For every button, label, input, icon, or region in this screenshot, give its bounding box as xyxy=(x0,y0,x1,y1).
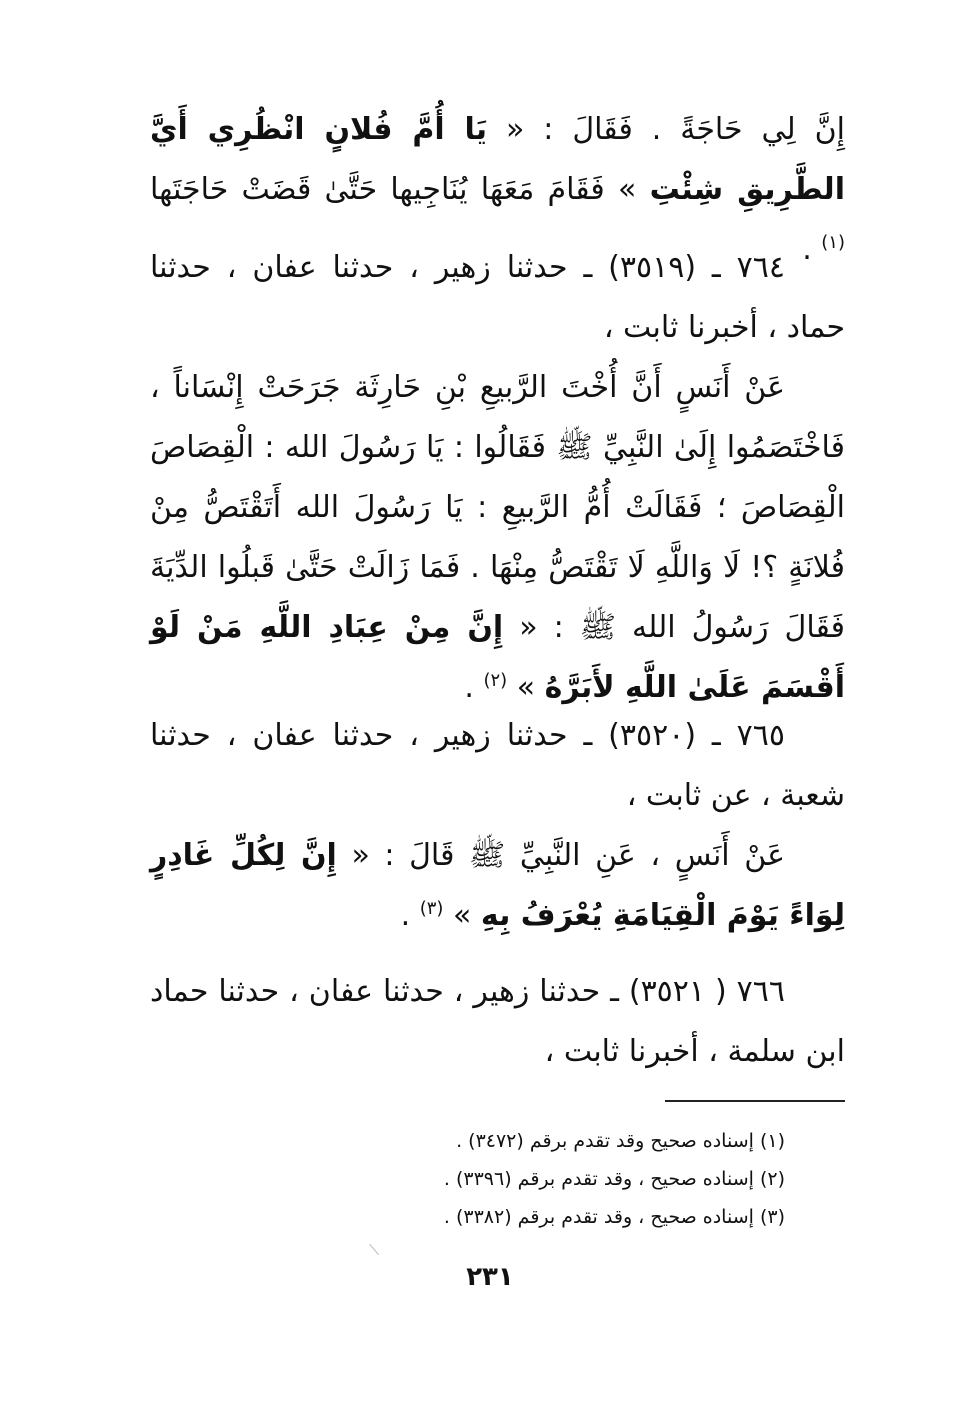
footnote-marker: (٣) xyxy=(419,898,444,919)
prophetic-saying: إِنَّ لِكُلِّ غَادِرٍ لِوَاءً يَوْمَ الْقِيَامَةِ يُعْرَفُ بِهِ xyxy=(150,838,845,933)
footnote-1: (١) إسناده صحيح وقد تقدم برقم (٣٤٧٢) . xyxy=(456,1130,785,1152)
page-number: ٢٣١ xyxy=(466,1262,514,1292)
footnote-separator xyxy=(665,1100,845,1102)
narration-text: » xyxy=(443,898,481,933)
scan-artifact xyxy=(369,1235,389,1255)
prophetic-saying: إِنَّ مِنْ عِبَادِ اللَّهِ مَنْ لَوْ أَقْسَمَ عَلَىٰ اللَّهِ لأَبَرَّهُ xyxy=(150,610,845,705)
isnad-text: ٧٦٦ ( ٣٥٢١) ـ حدثنا زهير ، حدثنا عفان ، حدثنا حماد ابن سلمة ، أخبرنا ثابت ، xyxy=(150,974,845,1069)
footnote-marker: (٢) xyxy=(483,670,508,691)
narration-text: إِنَّ لِي حَاجَةً . فَقَالَ : « xyxy=(487,112,846,147)
footnote-2: (٢) إسناده صحيح ، وقد تقدم برقم (٣٣٩٦) . xyxy=(443,1168,785,1190)
isnad-text: ٧٦٥ ـ (٣٥٢٠) ـ حدثنا زهير ، حدثنا عفان ، حدثنا شعبة ، عن ثابت ، xyxy=(150,718,845,813)
paragraph-hadith-766-chain xyxy=(150,962,845,1082)
isnad-text: ٧٦٤ ـ (٣٥١٩) ـ حدثنا زهير ، حدثنا عفان ، حدثنا حماد ، أخبرنا ثابت ، xyxy=(150,250,845,345)
paragraph-hadith-765-chain xyxy=(150,706,845,826)
narration-text: » فَقَامَ مَعَهَا يُنَاجِيها حَتَّىٰ قَضَتْ حَاجَتَها xyxy=(150,172,650,207)
sentence-end: . xyxy=(802,232,822,267)
paragraph-hadith-765-matn xyxy=(150,826,845,946)
sentence-end: . xyxy=(400,898,420,933)
paragraph-hadith-764-chain xyxy=(150,238,845,358)
narration-text: » xyxy=(507,670,545,705)
sentence-end: . xyxy=(464,670,484,705)
narration-text: عَنْ أَنَسٍ أَنَّ أُخْتَ الرَّبيعِ بْنِ حَارِثَة جَرَحَتْ إِنْسَاناً ، فَاخْتَصَمُوا إِلَىٰ النَّبِيِّ ﷺ فَقَالُوا : يَا رَسُولَ الله : الْقِصَاصَ الْقِصَاصَ ؛ فَقَالَتْ أُمُّ الرَّبيعِ : يَا رَسُولَ الله أَتَقْتَصُّ مِنْ فُلانَةٍ ؟! لَا وَاللَّهِ لَا تَقْتَصُّ مِنْهَا . فَمَا زَالَتْ حَتَّىٰ قَبلُوا الدِّيَةَ فَقَالَ رَسُولُ الله ﷺ : « xyxy=(150,370,845,645)
footnotes xyxy=(300,1122,785,1236)
footnote-marker: (١) xyxy=(821,232,845,253)
prophetic-saying: يَا أُمَّ فُلانٍ انْظُرِي أَيَّ الطَّرِيقِ شِئْتِ xyxy=(150,112,845,207)
paragraph-hadith-764-matn xyxy=(150,358,845,718)
narration-text: عَنْ أَنَسٍ ، عَنِ النَّبِيِّ ﷺ قَالَ : « xyxy=(336,838,785,873)
footnote-3: (٣) إسناده صحيح ، وقد تقدم برقم (٣٣٨٢) . xyxy=(443,1206,785,1228)
